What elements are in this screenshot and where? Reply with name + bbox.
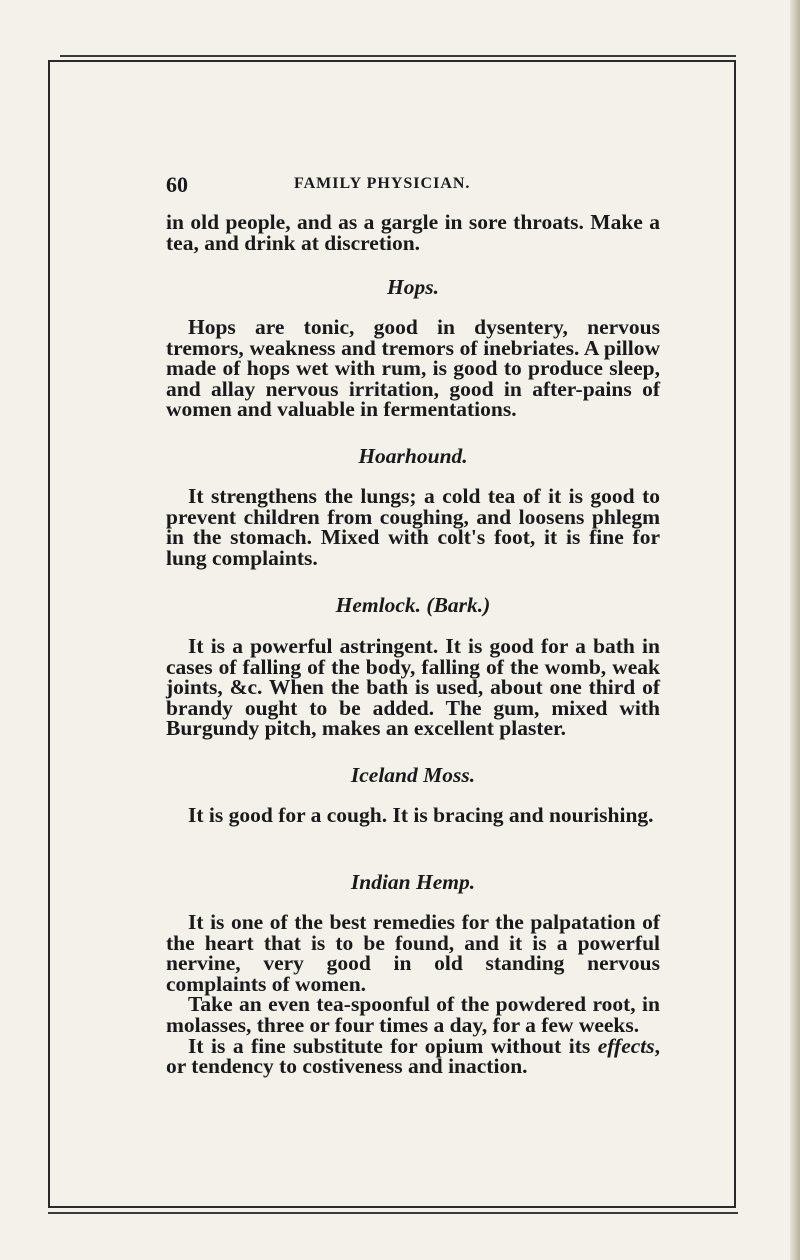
intro-text: in old people, and as a gargle in sore throats. Make a tea, and drink at discretion. [166,210,660,255]
indian-text-3c: , or tendency to costiveness and inaction. [166,1033,660,1079]
iceland-heading: Iceland Moss. [350,763,476,787]
hemlock-heading: Hemlock. (Bark.) [335,593,491,617]
indian-text-1: It is one of the best remedies for the palpatation of the heart that is to be found, and it is a powerful nervine, very good in old standing nervous complaints of women. [166,910,660,996]
hemlock-text: It is a powerful astringent. It is good for a bath in cases of falling of the body, falling of the womb, weak joints, &c. When the bath is used, about one third of brandy ought to be added. The gum, mixed with Burgundy pitch, makes an excellent plaster. [166,634,660,741]
iceland-paragraph [166,805,660,826]
hoarhound-paragraph [166,486,660,568]
indian-text-3a: It is a fine substitute for opium without its [188,1033,598,1058]
hops-paragraph [166,317,660,420]
hemlock-paragraph [166,636,660,739]
iceland-text: It is good for a cough. It is bracing and nourishing. [188,803,654,827]
page-header [166,172,660,197]
intro-paragraph [166,212,660,253]
indian-heading: Indian Hemp. [350,870,476,894]
running-head: FAMILY PHYSICIAN. [294,175,471,192]
indian-text-2: Take an even tea-spoonful of the powdered root, in molasses, three or four times a day, for a few weeks. [166,992,660,1037]
indian-text-3 [166,1033,660,1079]
hops-heading: Hops. [387,275,439,299]
hops-text: Hops are tonic, good in dysentery, nervous tremors, weakness and tremors of inebriates. A pillow made of hops wet with rum, is good to produce sleep, and allay nervous irritation, good in after-pains of women and valuable in fermentations. [166,315,660,422]
frame-bottom-rule [48,1212,738,1214]
frame-top-rule [60,55,736,57]
indian-paragraph [166,912,660,1077]
hoarhound-text: It strengthens the lungs; a cold tea of it is good to prevent children from coughing, and loosens phlegm in the stomach. Mixed with colt's foot, it is fine for lung complaints. [166,484,660,570]
page-number: 60 [166,172,188,197]
page-edge [790,0,800,1260]
hoarhound-heading: Hoarhound. [358,444,468,468]
indian-text-3b: effects [597,1033,655,1058]
